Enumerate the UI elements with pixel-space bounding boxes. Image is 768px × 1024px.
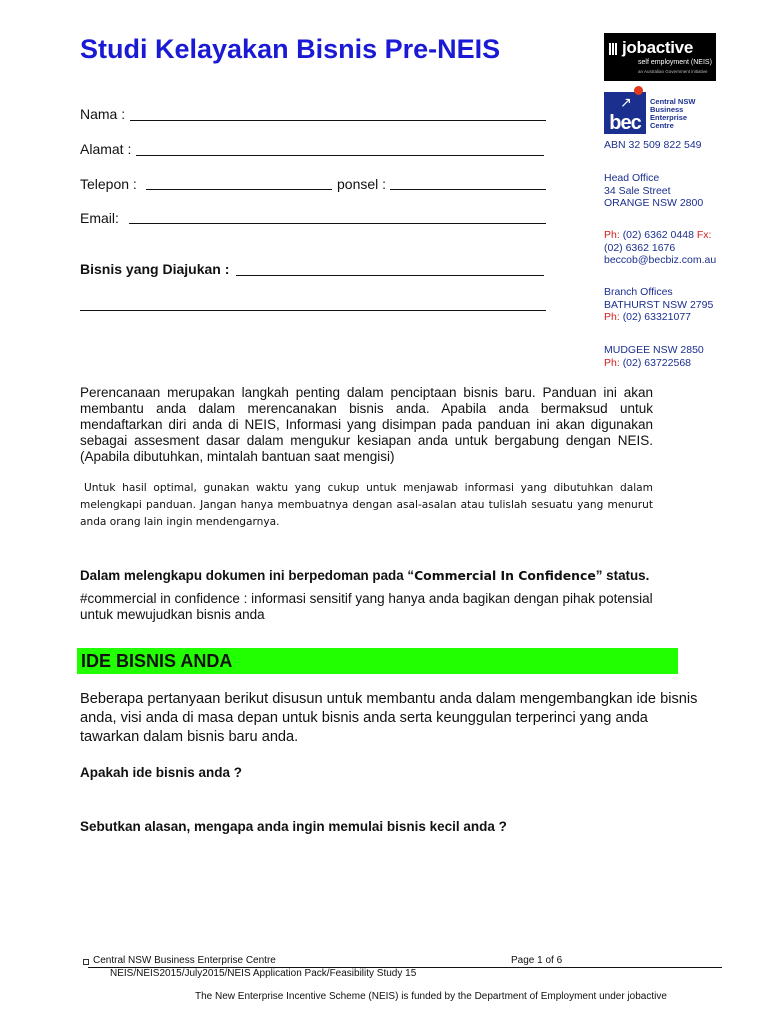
jobactive-logo: [604, 33, 716, 81]
nama-field[interactable]: [130, 120, 546, 121]
bec-mark: bec: [604, 92, 646, 134]
bisnis-field-line2[interactable]: [80, 310, 546, 311]
fx-label: Fx:: [696, 229, 712, 241]
confidence-term: Commercial In Confidence: [414, 568, 596, 583]
ph-label: Ph:: [604, 229, 620, 241]
email-label: Email:: [80, 210, 119, 226]
bisnis-field[interactable]: [236, 275, 544, 276]
bec-logo: [604, 88, 700, 134]
branch1-ph-label: Ph:: [604, 311, 620, 323]
bec-dot-icon: [634, 86, 643, 95]
ph-value: (02) 6362 0448: [622, 229, 694, 241]
footer-org: Central NSW Business Enterprise Centre: [93, 955, 276, 966]
head-office-block: [604, 172, 703, 210]
bec-name: [650, 98, 695, 130]
bec-name-line: Business: [650, 105, 684, 114]
section-description: Beberapa pertanyaan berikut disusun untuk membantu anda dalam mengembangkan ide bisnis anda, visi anda di masa depan untuk bisnis anda serta keunggulan terperinci yang anda tawarkan dalam bisnis baru anda.: [80, 691, 698, 745]
page-title: Studi Kelayakan Bisnis Pre-NEIS: [80, 34, 501, 64]
jobactive-tagline: an Australian Government initiative: [638, 69, 708, 74]
nama-label: Nama :: [80, 106, 126, 122]
alamat-label: Alamat :: [80, 141, 132, 157]
email-field[interactable]: [129, 223, 546, 224]
bisnis-label: Bisnis yang Diajukan :: [80, 261, 230, 277]
branch-label: Branch Offices: [604, 286, 673, 298]
jobactive-brand: jobactive: [622, 38, 693, 57]
branch2-ph: (02) 63722568: [622, 356, 691, 369]
abn: ABN 32 509 822 549: [604, 139, 702, 151]
footer-path: NEIS/NEIS2015/July2015/NEIS Application Pack/Feasibility Study 15: [110, 968, 417, 979]
confidence-suffix: ” status.: [595, 568, 650, 583]
contact-email[interactable]: beccob@becbiz.com.au: [604, 254, 717, 266]
head-office-label: Head Office: [604, 172, 660, 184]
note-paragraph: Untuk hasil optimal, gunakan waktu yang cukup untuk menjawab informasi yang dibutuhkan dalam melengkapi panduan. Jangan hanya membuatnya dengan asal-asalan atau tulislah sesuatu yang menurut anda orang lain ingin mendengarnya.: [80, 482, 653, 528]
branch2-block: [604, 344, 704, 369]
alamat-field[interactable]: [136, 155, 544, 156]
intro-paragraph: Perencanaan merupakan langkah penting dalam penciptaan bisnis baru. Panduan ini akan membantu anda dalam merencanakan bisnis anda. Apabila anda bermaksud untuk mendaftarkan diri anda di NEIS, Informasi yang disimpan pada panduan ini akan digunakan sebagai assesment dasar dalam mengukur kesiapan anda untuk bergabung dengan NEIS. (Apabila dibutuhkan, mintalah bantuan saat mengisi): [80, 385, 653, 464]
branch2-ph-label: Ph:: [604, 356, 620, 369]
branch-block: [604, 286, 713, 324]
question-2: Sebutkan alasan, mengapa anda ingin memulai bisnis kecil anda ?: [80, 819, 507, 834]
confidence-prefix: Dalam melengkapu dokumen ini berpedoman pada “: [80, 568, 415, 583]
question-1: Apakah ide bisnis anda ?: [80, 765, 243, 780]
head-office-city: ORANGE NSW 2800: [604, 197, 704, 209]
telepon-field[interactable]: [146, 189, 332, 190]
bec-name-line: Centre: [650, 121, 674, 130]
telepon-label: Telepon :: [80, 176, 137, 192]
footer-funding: The New Enterprise Incentive Scheme (NEIS) is funded by the Department of Employment under jobactive: [195, 991, 667, 1002]
footer-page: Page 1 of 6: [511, 955, 563, 966]
section-banner: [77, 648, 678, 674]
ponsel-field[interactable]: [390, 189, 546, 190]
arrow-up-right-icon: ↗: [620, 94, 632, 110]
section-banner-title: IDE BISNIS ANDA: [81, 651, 233, 671]
branch2-city: MUDGEE NSW 2850: [604, 344, 704, 356]
head-office-street: 34 Sale Street: [604, 184, 671, 197]
jobactive-subtitle: self employment (NEIS): [638, 59, 712, 66]
jobactive-bars-icon: [609, 42, 618, 60]
branch1-ph: (02) 63321077: [622, 311, 691, 323]
fx-value: (02) 6362 1676: [604, 241, 676, 254]
checkbox-icon: [83, 959, 89, 965]
bec-name-line: Central NSW: [650, 97, 696, 106]
phone-block: [604, 229, 716, 267]
confidence-definition: #commercial in confidence : informasi sensitif yang hanya anda bagikan dengan pihak potensial untuk mewujudkan bisnis anda: [80, 591, 653, 622]
ponsel-label: ponsel :: [337, 176, 387, 192]
branch1-city: BATHURST NSW 2795: [604, 298, 714, 311]
bec-name-line: Enterprise: [650, 113, 688, 122]
confidence-statement: [80, 568, 649, 583]
